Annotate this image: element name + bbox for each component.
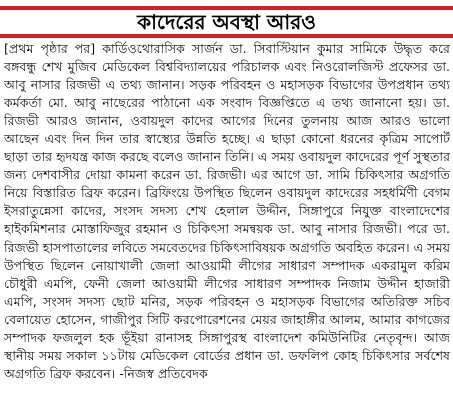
article-headline: কাদেরের অবস্থা আরও <box>137 10 316 34</box>
article-body: [প্রথম পৃষ্ঠার পর] কার্ডিওথোরাসিক সার্জন ডা. সিবাস্টিয়ান কুমার সামিকে উদ্ধৃত করে বঙ্গবন্ধু শেখ মুজিব মেডিকেল বিশ্ববিদ্যালয়ের পরিচালক এবং নিওরোলজিস্ট প্রফেসর ডা. আবু নাসার রিজভী এ তথ্য জানান। সড়ক পরিবহন ও মহাসড়ক বিভাগের উপপ্রধান তথ্য কর্মকর্তা মো. আবু নাছেরের পাঠানো এক সংবাদ বিজ্ঞপ্তিতে এ তথ্য জানানো হয়। ডা. রিজভী আরও জানান, ওবায়দুল কাদের আগের দিনের তুলনায় আজ আরও ভালো আছেন এবং দিন দিন তার স্বাস্থ্যের উন্নতি হচ্ছে। এ ছাড়া কোনো ধরনের কৃত্রিম সাপোর্ট ছাড়া তার হৃদযন্ত্র কাজ করছে বলেও জানান তিনি। এ সময় ওবায়দুল কাদেরের পূর্ণ সুস্থতার জন্য দেশবাসীর দোয়া কামনা করেন ডা. রিজভী। এর আগে ডা. সামি চিকিৎসার অগ্রগতি নিয়ে বিস্তারিত ব্রিফ করেন। ব্রিফিংয়ে উপস্থিত ছিলেন ওবায়দুল কাদেরের সহধর্মিণী বেগম ইসরাতুন্নেসা কাদের, সংসদ সদস্য শেখ হেলাল উদ্দীন, সিঙ্গাপুরে নিযুক্ত বাংলাদেশের হাইকমিশনার মোস্তাফিজুর রহমান ও চিকিৎসা সমন্বয়ক ডা. আবু নাসার রিজভী। পরে ডা. রিজভী হাসপাতালের লবিতে সমবেতদের চিকিৎসাবিষয়ক অগ্রগতি অবহিত করেন। এ সময় উপস্থিত ছিলেন নোয়াখালী জেলা আওয়ামী লীগের সাধারণ সম্পাদক একরামুল করিম চৌধুরী এমপি, ফেনী জেলা আওয়ামী লীগের সাধারণ সম্পাদক নিজাম উদ্দীন হাজারী এমপি, সংসদ সদস্য ছোট মনির, সড়ক পরিবহন ও মহাসড়ক বিভাগের অতিরিক্ত সচিব বেলায়েত হোসেন, গাজীপুর সিটি করপোরেশনের মেয়র জাহাঙ্গীর আলম, আমার কাগজের সম্পাদক ফজলুল হক ভূঁইয়া রানাসহ সিঙ্গাপুরস্থ বাংলাদেশ কমিউনিটির নেতৃবৃন্দ। আজ স্থানীয় সময় সকাল ১১টায় মেডিকেল বোর্ডের প্রধান ডা. ডফলিপ কোহ চিকিৎসার সর্বশেষ অগ্রগতি ব্রিফ করবেন। -নিজস্ব প্রতিবেদক <box>4 41 450 381</box>
headline-bottom-rule <box>0 34 453 38</box>
